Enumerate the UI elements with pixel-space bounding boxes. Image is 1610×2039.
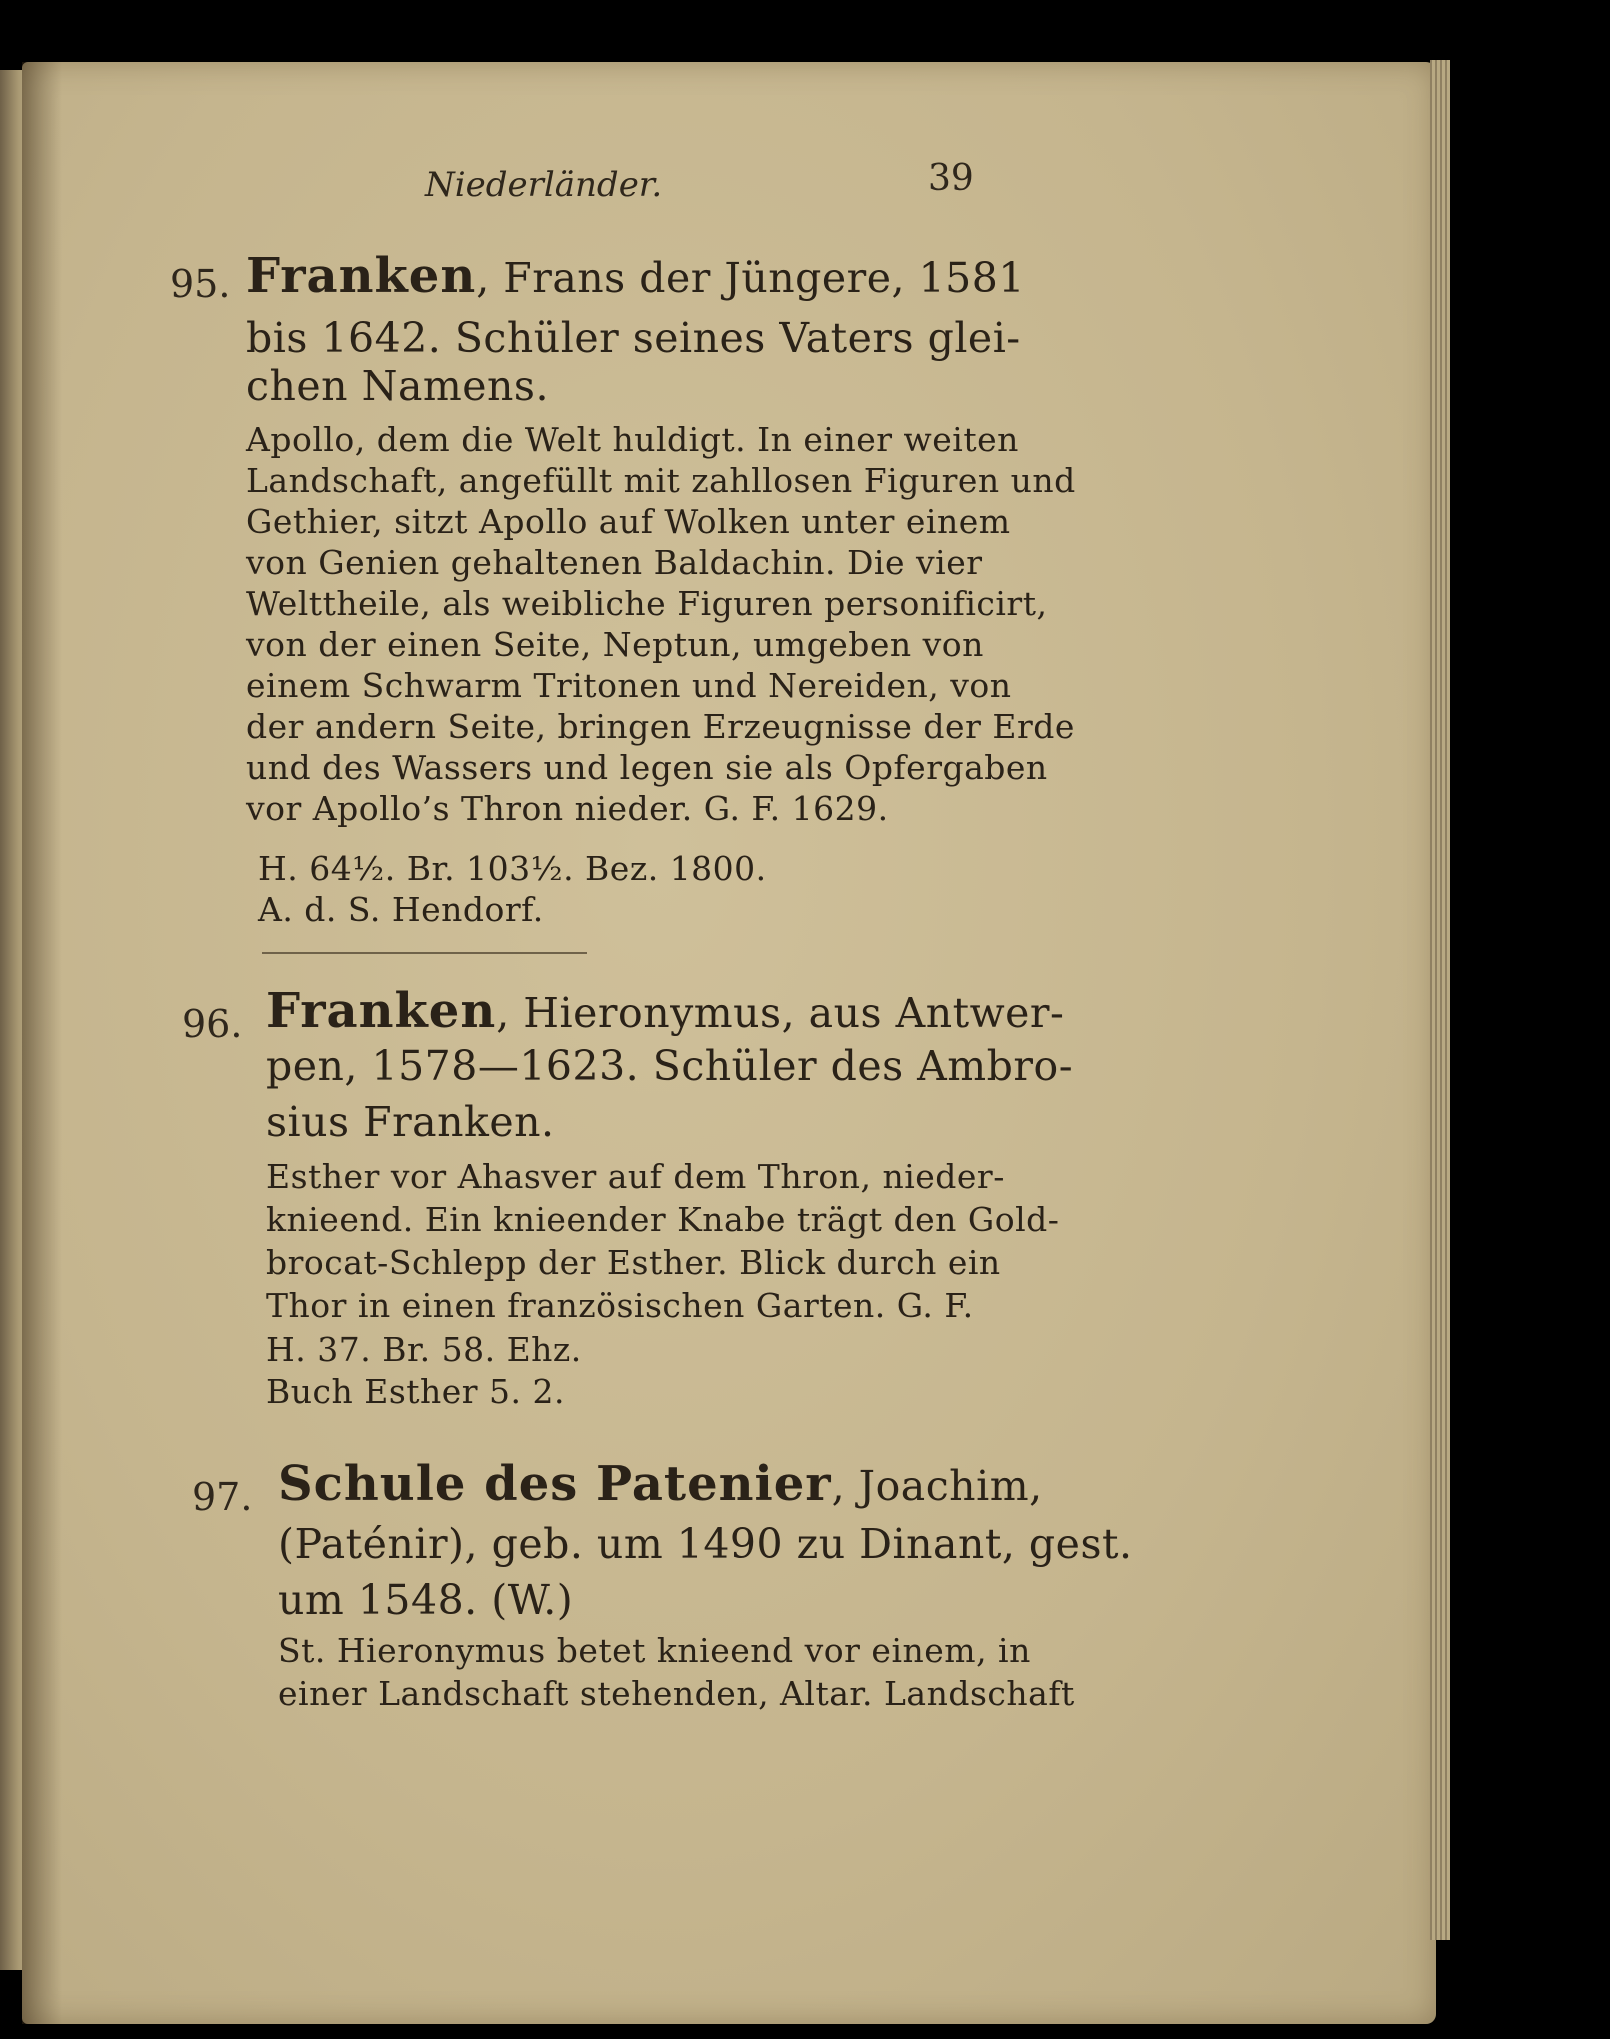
entry-title-line [278,1456,1043,1514]
page-number: 39 [928,158,974,199]
artist-details: , Joachim, [831,1462,1043,1510]
description-line: Gethier, sitzt Apollo auf Wolken unter einem [246,502,1011,541]
description-line: von Genien gehaltenen Baldachin. Die vier [246,543,983,582]
artist-name: Schule des Patenier [278,1456,832,1512]
bio-line: chen Namens. [246,362,550,410]
artist-name: Franken [266,983,497,1039]
entry-number: 97. [192,1475,253,1519]
entry-number: 95. [170,262,231,306]
description-line: St. Hieronymus betet knieend vor einem, in [278,1631,1031,1670]
entry-number: 96. [182,1002,243,1046]
bio-line: um 1548. (W.) [278,1576,574,1624]
description-line: und des Wassers und legen sie als Opfergaben [246,748,1048,787]
bio-line: sius Franken. [266,1098,555,1146]
description-line: Welttheile, als weibliche Figuren personificirt, [246,584,1048,623]
description-line: der andern Seite, bringen Erzeugnisse der Erde [246,707,1075,746]
artist-details: , Frans der Jüngere, 1581 [476,254,1025,302]
running-header: Niederländer. [425,165,663,205]
description-line: vor Apollo’s Thron nieder. G. F. 1629. [246,789,889,828]
measurements-line: H. 64½. Br. 103½. Bez. 1800. [258,849,767,888]
bio-line: pen, 1578—1623. Schüler des Ambro- [266,1042,1074,1090]
description-line: brocat-Schlepp der Esther. Blick durch ein [266,1243,1001,1282]
book-page-stack-edge [1430,60,1450,1940]
entry-title-line [266,983,1064,1041]
description-line: knieend. Ein knieender Knabe trägt den Gold- [266,1200,1060,1239]
entry-title-line [246,248,1025,306]
bio-line: (Paténir), geb. um 1490 zu Dinant, gest. [278,1520,1133,1568]
description-line: von der einen Seite, Neptun, umgeben von [246,625,984,664]
description-line: Landschaft, angefüllt mit zahllosen Figuren und [246,461,1076,500]
description-line: einem Schwarm Tritonen und Nereiden, von [246,666,1012,705]
provenance-line: A. d. S. Hendorf. [258,890,544,929]
section-divider [262,952,587,954]
bio-line: bis 1642. Schüler seines Vaters glei- [246,314,1021,362]
description-line: Apollo, dem die Welt huldigt. In einer weiten [246,420,1019,459]
artist-name: Franken [246,248,477,304]
spine-shadow [22,62,62,2024]
description-line: Esther vor Ahasver auf dem Thron, nieder- [266,1157,1005,1196]
reference-line: Buch Esther 5. 2. [266,1372,566,1411]
description-line: Thor in einen französischen Garten. G. F. [266,1286,974,1325]
artist-details: , Hieronymus, aus Antwer- [496,989,1065,1037]
description-line: einer Landschaft stehenden, Altar. Landschaft [278,1674,1075,1713]
measurements-line: H. 37. Br. 58. Ehz. [266,1330,582,1369]
